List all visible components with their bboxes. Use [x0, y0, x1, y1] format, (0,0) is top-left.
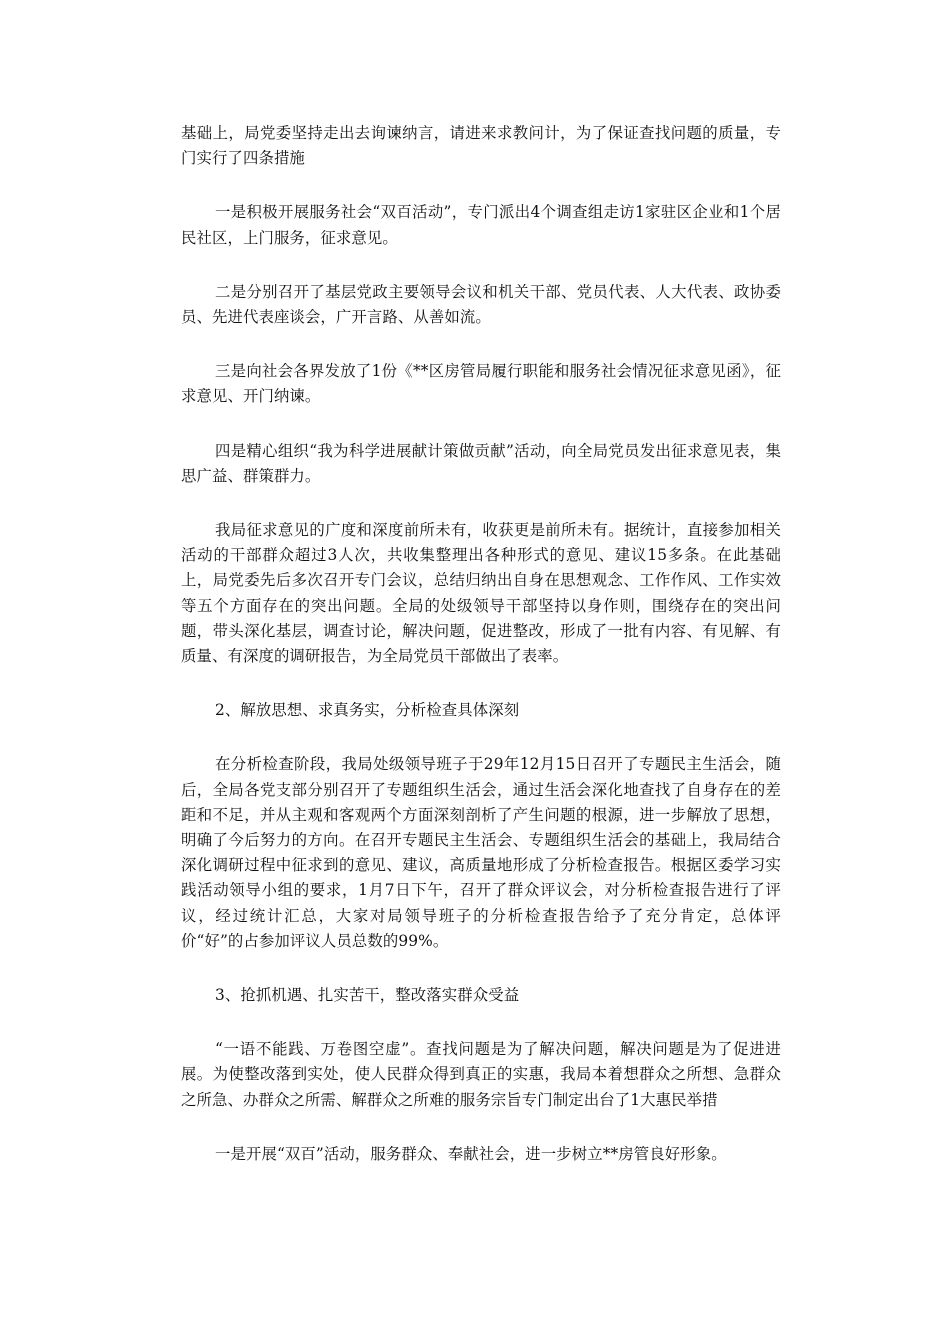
- paragraph-2: 一是积极开展服务社会“双百活动”，专门派出4个调查组走访1家驻区企业和1个居民社区，上门服务，征求意见。: [181, 203, 781, 247]
- section-heading-3: 3、抢抓机遇、扎实苦干，整改落实群众受益: [215, 986, 520, 1005]
- paragraph-10: “一语不能践、万卷图空虚”。查找问题是为了解决问题，解决问题是为了促进进展。为使整改落到实处，使人民群众得到真正的实惠，我局本着想群众之所想、急群众之所急、办群众之所需、解群众之所难的服务宗旨专门制定出台了1大惠民举措: [181, 1040, 781, 1109]
- paragraph-4: 三是向社会各界发放了1份《**区房管局履行职能和服务社会情况征求意见函》，征求意见、开门纳谏。: [181, 362, 781, 406]
- paragraph-5: 四是精心组织“我为科学进展献计策做贡献”活动，向全局党员发出征求意见表，集思广益、群策群力。: [181, 441, 781, 485]
- paragraph-6: 我局征求意见的广度和深度前所未有，收获更是前所未有。据统计，直接参加相关活动的干部群众超过3人次，共收集整理出各种形式的意见、建议15多条。在此基础上，局党委先后多次召开专门会议，总结归纳出自身在思想观念、工作作风、工作实效等五个方面存在的突出问题。全局的处级领导干部坚持以身作则，围绕存在的突出问题，带头深化基层，调查讨论，解决问题，促进整改，形成了一批有内容、有见解、有质量、有深度的调研报告，为全局党员干部做出了表率。: [181, 521, 781, 666]
- paragraph-1: 基础上，局党委坚持走出去询谏纳言，请进来求教问计，为了保证查找问题的质量，专门实行了四条措施: [181, 124, 781, 168]
- section-heading-2: 2、解放思想、求真务实，分析检查具体深刻: [215, 701, 520, 720]
- paragraph-8: 在分析检查阶段，我局处级领导班子于29年12月15日召开了专题民主生活会，随后，全局各党支部分别召开了专题组织生活会，通过生活会深化地查找了自身存在的差距和不足，并从主观和客观两个方面深刻剖析了产生问题的根源，进一步解放了思想，明确了今后努力的方向。在召开专题民主生活会、专题组织生活会的基础上，我局结合深化调研过程中征求到的意见、建议，高质量地形成了分析检查报告。根据区委学习实践活动领导小组的要求，1月7日下午，召开了群众评议会，对分析检查报告进行了评议，经过统计汇总，大家对局领导班子的分析检查报告给予了充分肯定，总体评价“好”的占参加评议人员总数的99%。: [181, 755, 781, 950]
- document-body: [181, 121, 781, 1196]
- paragraph-3: 二是分别召开了基层党政主要领导会议和机关干部、党员代表、人大代表、政协委员、先进代表座谈会，广开言路、从善如流。: [181, 282, 781, 327]
- paragraph-11: 一是开展“双百”活动，服务群众、奉献社会，进一步树立**房管良好形象。: [215, 1144, 727, 1163]
